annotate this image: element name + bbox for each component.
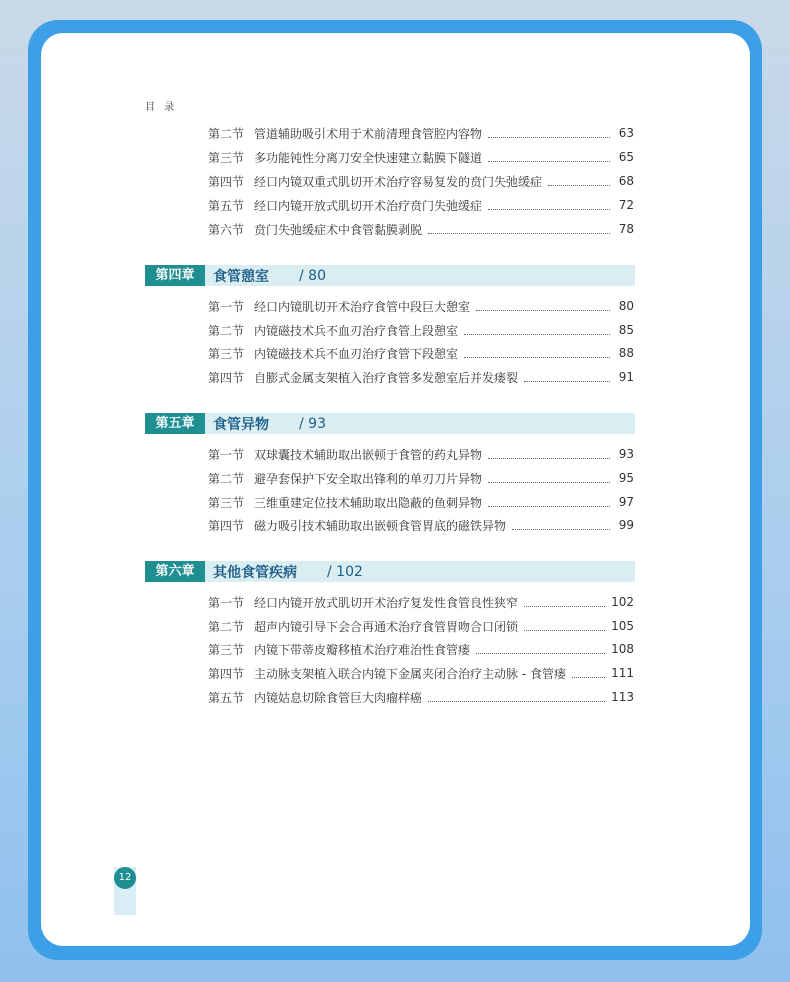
toc-entry[interactable]	[208, 368, 634, 386]
chapter-number: 第四章	[145, 265, 205, 286]
leader-dots	[524, 604, 605, 607]
leader-dots	[488, 159, 610, 162]
chapter-heading[interactable]	[145, 561, 635, 582]
leader-dots	[488, 456, 610, 459]
document-page	[41, 33, 750, 946]
leader-dots	[524, 628, 605, 631]
leader-dots	[464, 355, 610, 358]
toc-entry[interactable]	[208, 516, 634, 534]
toc-page-number: 85	[618, 323, 634, 337]
toc-page-number: 88	[618, 346, 634, 360]
toc-entry[interactable]	[208, 297, 634, 315]
toc-section-number: 第三节	[208, 150, 245, 165]
toc-entry-title: 超声内镜引导下会合再通术治疗食管胃吻合口闭锁	[254, 619, 519, 634]
toc-section-number: 第二节	[208, 619, 245, 634]
chapter-number: 第五章	[145, 413, 205, 434]
chapter-page: / 80	[299, 267, 326, 284]
toc-entry-title: 贲门失弛缓症术中食管黏膜剥脱	[254, 222, 423, 237]
toc-page-number: 91	[618, 370, 634, 384]
toc-page-number: 78	[618, 222, 634, 236]
toc-entry-title: 磁力吸引技术辅助取出嵌顿食管胃底的磁铁异物	[254, 518, 507, 533]
header-label: 目 录	[145, 102, 178, 113]
toc-entry[interactable]	[208, 664, 634, 682]
toc-page-number: 72	[618, 198, 634, 212]
toc-page-number: 113	[611, 690, 634, 704]
toc-entry[interactable]	[208, 196, 634, 214]
toc-entry[interactable]	[208, 593, 634, 611]
toc-entry[interactable]	[208, 344, 634, 362]
leader-dots	[476, 651, 605, 654]
toc-section-number: 第三节	[208, 346, 245, 361]
toc-section-number: 第四节	[208, 666, 245, 681]
leader-dots	[464, 332, 610, 335]
chapter-number: 第六章	[145, 561, 205, 582]
toc-section-number: 第二节	[208, 323, 245, 338]
toc-entry[interactable]	[208, 172, 634, 190]
toc-section-number: 第四节	[208, 370, 245, 385]
chapter-heading[interactable]	[145, 265, 635, 286]
toc-page-number: 97	[618, 495, 634, 509]
toc-page-number: 63	[618, 126, 634, 140]
leader-dots	[488, 480, 610, 483]
chapter-title: 食管憩室	[213, 268, 269, 285]
toc-entry-title: 经口内镜开放式肌切开术治疗贲门失弛缓症	[254, 198, 483, 213]
toc-page-number: 93	[618, 447, 634, 461]
toc-entry[interactable]	[208, 640, 634, 658]
toc-entry[interactable]	[208, 148, 634, 166]
toc-entry[interactable]	[208, 617, 634, 635]
toc-entry-title: 双球囊技术辅助取出嵌顿于食管的药丸异物	[254, 447, 483, 462]
page-number: 12	[114, 867, 136, 889]
toc-entry-title: 避孕套保护下安全取出锋利的单刃刀片异物	[254, 471, 483, 486]
toc-page-number: 99	[618, 518, 634, 532]
chapter-title: 其他食管疾病	[213, 564, 297, 581]
toc-entry-title: 内镜姑息切除食管巨大肉瘤样癌	[254, 690, 423, 705]
leader-dots	[572, 675, 605, 678]
toc-entry[interactable]	[208, 445, 634, 463]
chapter-page: / 93	[299, 415, 326, 432]
toc-page-number: 105	[611, 619, 634, 633]
toc-entry[interactable]	[208, 321, 634, 339]
toc-page-number: 111	[611, 666, 634, 680]
toc-section-number: 第三节	[208, 642, 245, 657]
toc-entry-title: 自膨式金属支架植入治疗食管多发憩室后并发瘘裂	[254, 370, 519, 385]
toc-section-number: 第四节	[208, 174, 245, 189]
toc-section-number: 第三节	[208, 495, 245, 510]
toc-entry-title: 经口内镜双重式肌切开术治疗容易复发的贲门失弛缓症	[254, 174, 543, 189]
toc-entry-title: 多功能钝性分离刀安全快速建立黏膜下隧道	[254, 150, 483, 165]
toc-section-number: 第五节	[208, 198, 245, 213]
toc-entry-title: 管道辅助吸引术用于术前清理食管腔内容物	[254, 126, 483, 141]
toc-section-number: 第二节	[208, 126, 245, 141]
leader-dots	[428, 231, 610, 234]
toc-entry[interactable]	[208, 220, 634, 238]
leader-dots	[524, 379, 610, 382]
toc-page-number: 80	[618, 299, 634, 313]
toc-section-number: 第二节	[208, 471, 245, 486]
leader-dots	[548, 183, 610, 186]
toc-entry[interactable]	[208, 124, 634, 142]
toc-section-number: 第一节	[208, 595, 245, 610]
toc-page-number: 102	[611, 595, 634, 609]
leader-dots	[512, 527, 610, 530]
toc-section-number: 第六节	[208, 222, 245, 237]
chapter-page: / 102	[327, 563, 363, 580]
toc-entry[interactable]	[208, 688, 634, 706]
leader-dots	[488, 135, 610, 138]
toc-section-number: 第四节	[208, 518, 245, 533]
leader-dots	[428, 699, 605, 702]
chapter-heading[interactable]	[145, 413, 635, 434]
toc-entry[interactable]	[208, 493, 634, 511]
toc-page-number: 68	[618, 174, 634, 188]
page-number-badge	[114, 867, 136, 915]
toc-page-number: 95	[618, 471, 634, 485]
leader-dots	[488, 207, 610, 210]
toc-section-number: 第五节	[208, 690, 245, 705]
toc-entry[interactable]	[208, 469, 634, 487]
toc-section-number: 第一节	[208, 299, 245, 314]
toc-page-number: 65	[618, 150, 634, 164]
toc-entry-title: 经口内镜开放式肌切开术治疗复发性食管良性狭窄	[254, 595, 519, 610]
toc-entry-title: 经口内镜肌切开术治疗食管中段巨大憩室	[254, 299, 471, 314]
toc-entry-title: 内镜下带蒂皮瓣移植术治疗难治性食管瘘	[254, 642, 471, 657]
leader-dots	[488, 504, 610, 507]
toc-entry-title: 三维重建定位技术辅助取出隐蔽的鱼刺异物	[254, 495, 483, 510]
toc-page-number: 108	[611, 642, 634, 656]
toc-entry-title: 内镜磁技术兵不血刃治疗食管上段憩室	[254, 323, 459, 338]
chapter-title: 食管异物	[213, 416, 269, 433]
toc-entry-title: 主动脉支架植入联合内镜下金属夹闭合治疗主动脉 - 食管瘘	[254, 666, 566, 681]
toc-entry-title: 内镜磁技术兵不血刃治疗食管下段憩室	[254, 346, 459, 361]
toc-section-number: 第一节	[208, 447, 245, 462]
leader-dots	[476, 308, 610, 311]
